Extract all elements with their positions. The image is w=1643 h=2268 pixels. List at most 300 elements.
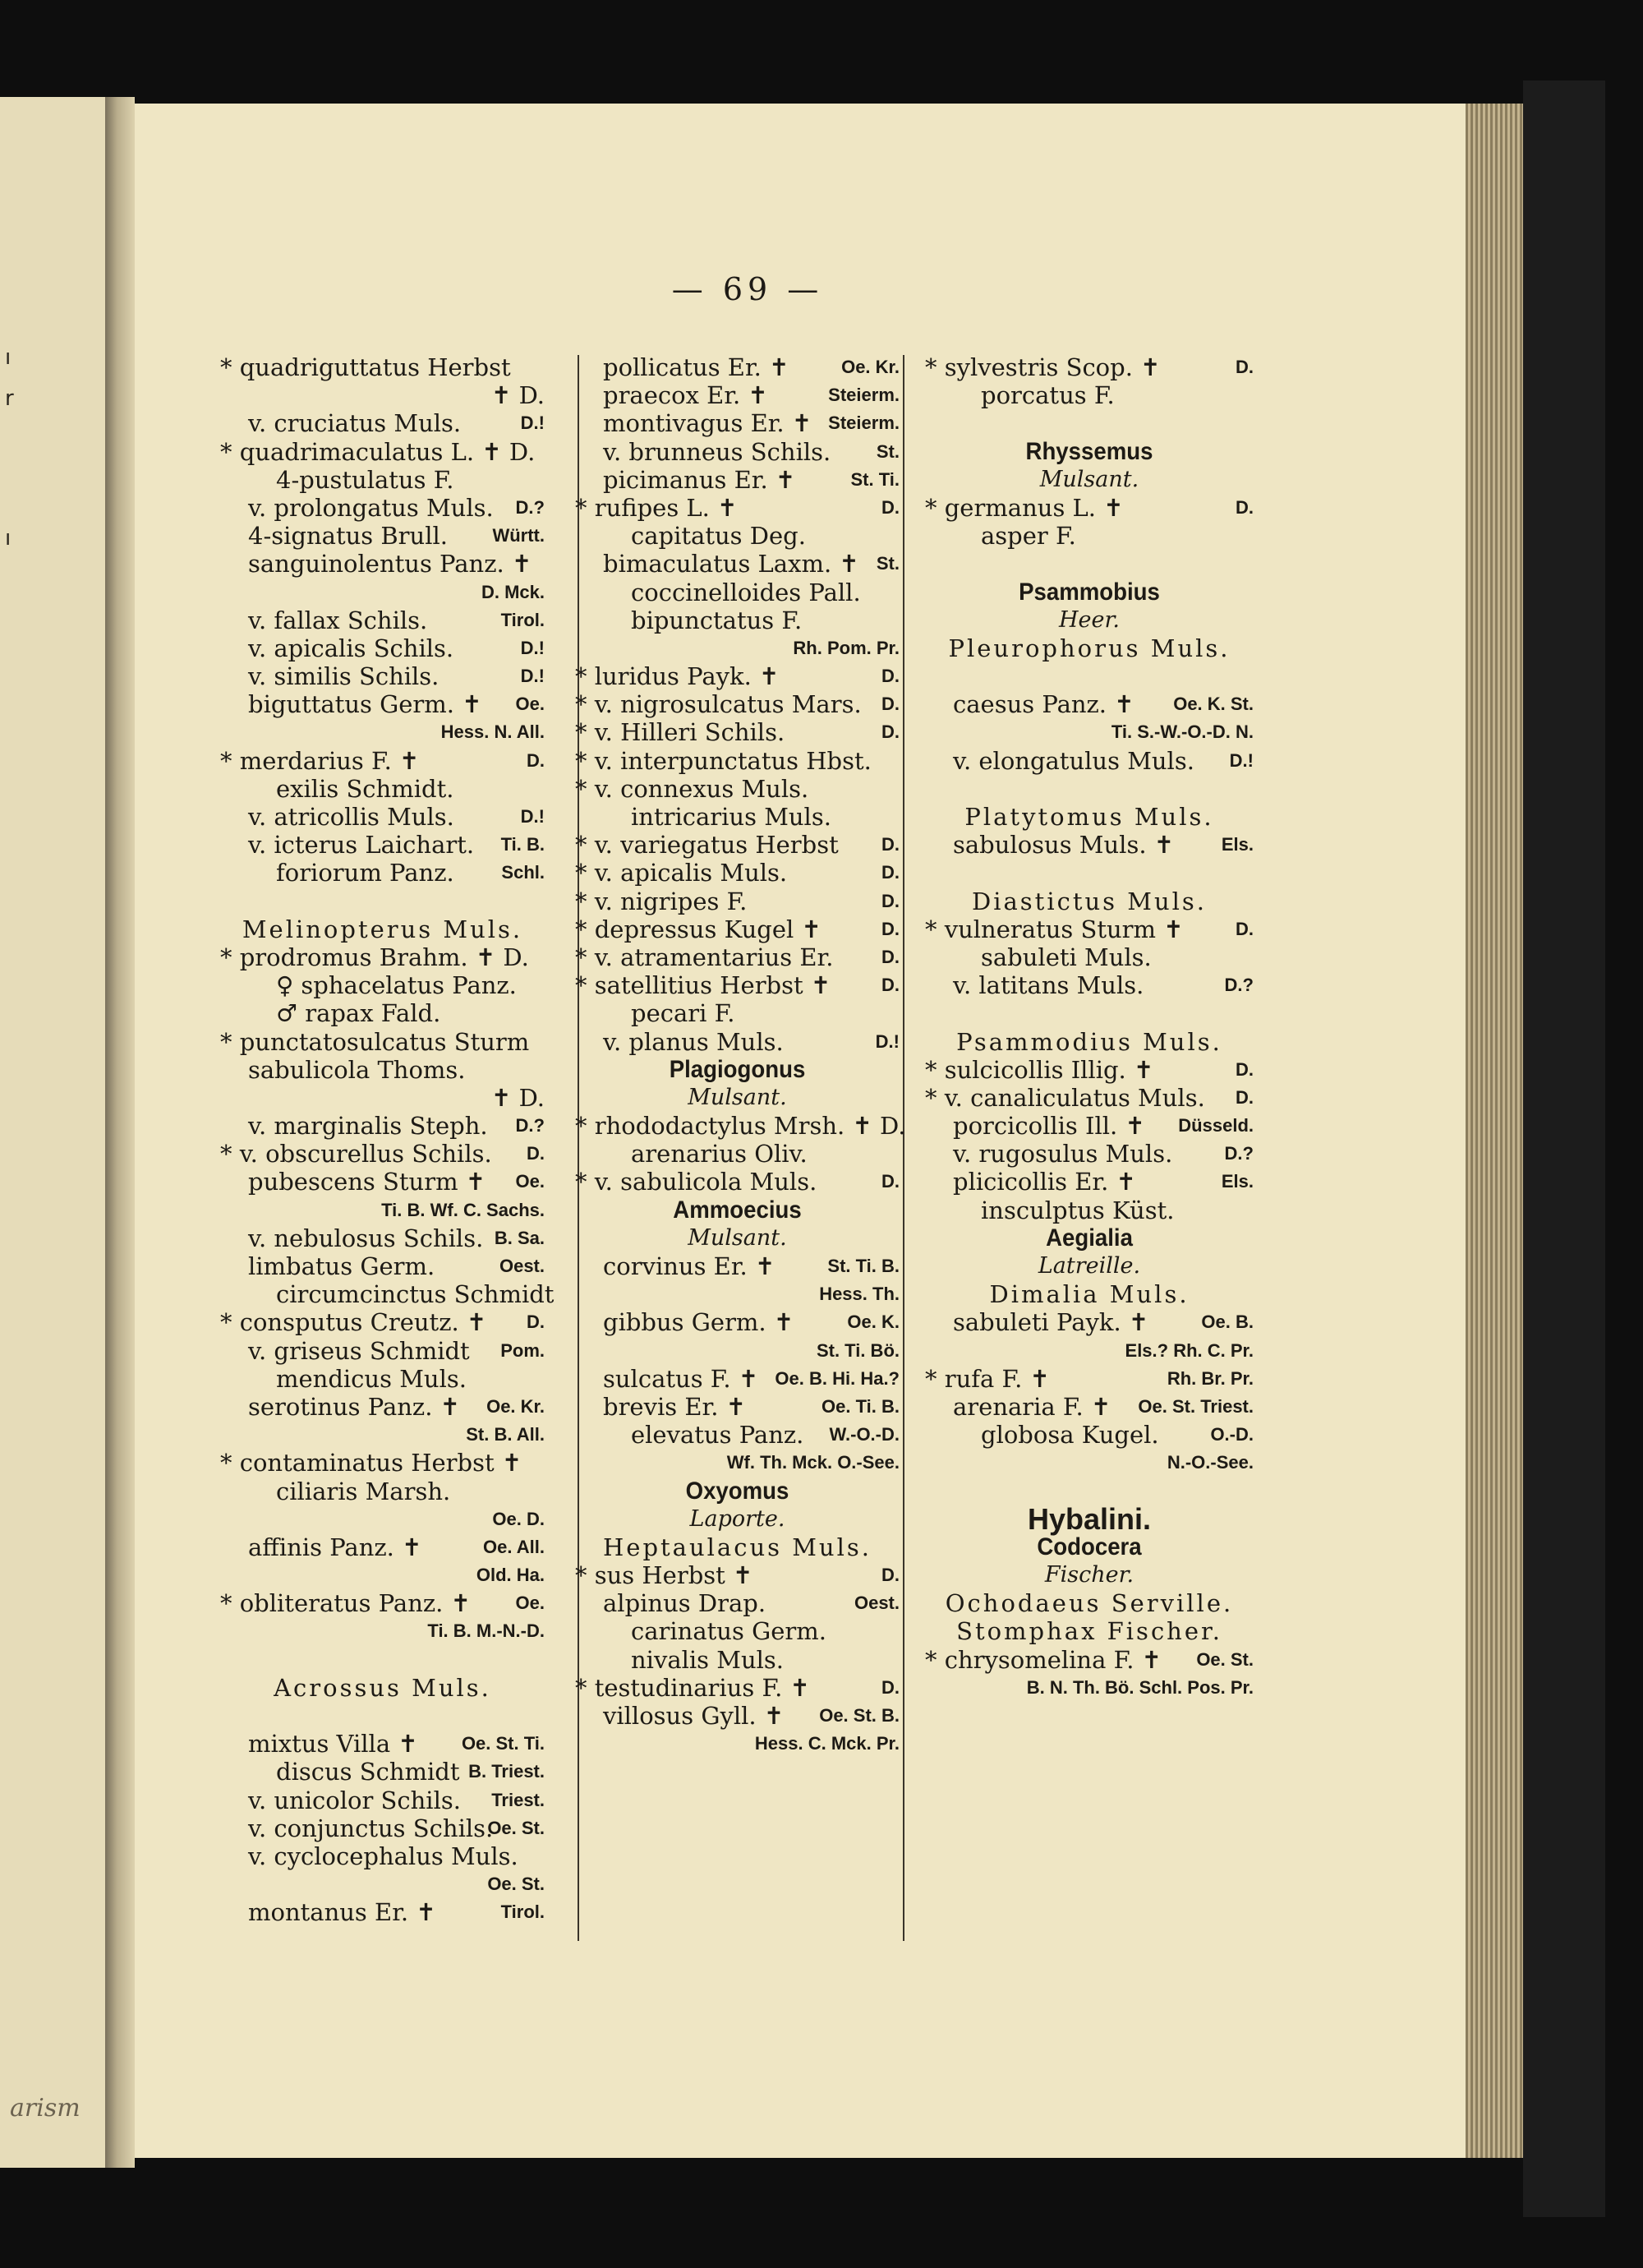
column-1 — [220, 353, 555, 1927]
line-text: v. planus Muls. — [603, 1027, 784, 1056]
line-text: * quadrimaculatus L. ✝ D. — [220, 437, 536, 466]
region-abbrev: Oe. St. Ti. — [461, 1733, 545, 1754]
species-entry — [925, 1393, 1254, 1421]
region-abbrev: D. Mck. — [481, 581, 545, 602]
tribe-heading — [925, 1501, 1254, 1536]
species-entry — [220, 1617, 545, 1645]
line-text: v. apicalis Schils. — [248, 634, 454, 662]
line-text: Heer. — [1058, 606, 1121, 633]
line-text: v. icterus Laichart. — [248, 831, 475, 860]
species-entry — [220, 747, 545, 775]
region-abbrev: Oe. D. — [492, 1508, 545, 1529]
line-text: v. conjunctus Schils. — [248, 1814, 494, 1842]
region-abbrev: Oe. — [515, 1171, 545, 1192]
line-text: Ochodaeus Serville. — [945, 1589, 1234, 1618]
line-text: corvinus Er. ✝ — [603, 1252, 775, 1280]
subgenus-heading — [220, 1674, 545, 1702]
species-entry — [220, 522, 545, 550]
region-abbrev: Württ. — [492, 525, 545, 546]
region-abbrev: Ti. B. Wf. C. Sachs. — [381, 1199, 545, 1220]
region-abbrev: D. — [881, 1676, 900, 1698]
species-entry — [575, 409, 900, 437]
region-abbrev: D. — [881, 666, 900, 687]
region-abbrev: Schl. — [501, 862, 545, 883]
line-text: * punctatosulcatus Sturm — [220, 1027, 530, 1056]
region-abbrev: B. N. Th. Bö. Schl. Pos. Pr. — [1026, 1676, 1254, 1698]
species-entry — [925, 381, 1254, 409]
region-abbrev: D.! — [1229, 749, 1254, 771]
species-entry — [925, 1449, 1254, 1477]
region-abbrev: Oe. St. — [487, 1817, 545, 1838]
species-entry — [575, 1730, 900, 1758]
genus-heading — [575, 1196, 900, 1224]
region-abbrev: Old. Ha. — [476, 1565, 545, 1586]
page-stack-edge — [1466, 104, 1523, 2158]
species-entry — [220, 1421, 545, 1449]
line-text: asper F. — [981, 522, 1076, 551]
line-text: * v. Hilleri Schils. — [575, 718, 785, 747]
region-abbrev: Oe. St. B. — [819, 1705, 900, 1726]
region-abbrev: Wf. Th. Mck. O.-See. — [726, 1452, 900, 1473]
line-text: Codocera — [1037, 1533, 1142, 1560]
region-abbrev: Oe. St. — [487, 1874, 545, 1895]
region-abbrev: D.? — [1224, 1143, 1254, 1164]
line-text: arenaria F. ✝ — [953, 1392, 1111, 1421]
line-text: ♀ sphacelatus Panz. — [276, 971, 517, 1000]
region-abbrev: D. — [881, 496, 900, 518]
region-abbrev: Hess. C. Mck. Pr. — [754, 1733, 900, 1754]
author-heading — [925, 606, 1254, 634]
region-abbrev: D. — [1236, 496, 1254, 518]
line-text: foriorum Panz. — [276, 859, 454, 887]
species-entry — [220, 606, 545, 634]
line-text: pecari F. — [631, 999, 735, 1028]
species-entry — [575, 1168, 900, 1196]
species-entry — [575, 1280, 900, 1308]
author-heading — [925, 1252, 1254, 1280]
region-abbrev: Oe. B. — [1201, 1311, 1254, 1333]
species-entry — [575, 1028, 900, 1056]
line-text: 4-pustulatus F. — [276, 465, 454, 494]
line-text: picimanus Er. ✝ — [603, 465, 796, 494]
spacer — [925, 409, 1254, 437]
species-entry — [925, 718, 1254, 746]
species-entry — [575, 1589, 900, 1617]
region-abbrev: D.! — [520, 637, 545, 658]
species-entry — [220, 1140, 545, 1168]
line-text: * chrysomelina F. ✝ — [925, 1645, 1162, 1674]
region-abbrev: D. — [527, 1311, 545, 1333]
species-entry — [575, 775, 900, 803]
line-text: serotinus Panz. ✝ — [248, 1392, 460, 1421]
line-text: v. latitans Muls. — [953, 971, 1144, 1000]
line-text: * sylvestris Scop. ✝ — [925, 353, 1161, 381]
subgenus-heading — [925, 1280, 1254, 1308]
species-entry — [575, 1140, 900, 1168]
species-entry — [925, 915, 1254, 943]
line-text: Acrossus Muls. — [274, 1673, 491, 1702]
species-entry — [220, 1449, 545, 1477]
species-entry — [220, 1477, 545, 1505]
line-text: villosus Gyll. ✝ — [603, 1702, 785, 1730]
species-entry — [925, 971, 1254, 999]
species-entry — [220, 1252, 545, 1280]
line-text: Mulsant. — [688, 1084, 787, 1110]
genus-heading — [925, 1224, 1254, 1252]
species-entry — [925, 1084, 1254, 1112]
line-text: ✝ D. — [491, 381, 545, 410]
line-text: * obliteratus Panz. ✝ — [220, 1589, 471, 1618]
species-entry — [925, 1646, 1254, 1674]
species-entry — [925, 353, 1254, 381]
line-text: Dimalia Muls. — [989, 1280, 1190, 1309]
subgenus-heading — [220, 915, 545, 943]
species-entry — [925, 1365, 1254, 1393]
species-entry — [220, 775, 545, 803]
region-abbrev: St. Ti. — [850, 468, 900, 490]
line-text: gibbus Germ. ✝ — [603, 1308, 794, 1337]
region-abbrev: St. — [876, 440, 900, 462]
line-text: * rhododactylus Mrsh. ✝ D. — [575, 1112, 906, 1141]
species-entry — [575, 999, 900, 1027]
species-entry — [925, 1337, 1254, 1365]
line-text: v. similis Schils. — [248, 662, 440, 691]
region-abbrev: Tirol. — [500, 609, 545, 630]
region-abbrev: D.! — [520, 666, 545, 687]
species-entry — [575, 1674, 900, 1702]
line-text: Rhyssemus — [1025, 437, 1153, 465]
line-text: v. elongatulus Muls. — [953, 746, 1194, 775]
species-entry — [575, 522, 900, 550]
line-text: Aegialia — [1046, 1224, 1133, 1252]
line-text: * v. sabulicola Muls. — [575, 1168, 817, 1196]
author-heading — [575, 1224, 900, 1252]
region-abbrev: D. — [881, 721, 900, 743]
species-entry — [220, 1337, 545, 1365]
line-text: carinatus Germ. — [631, 1617, 826, 1646]
subgenus-heading — [925, 887, 1254, 915]
line-text: * germanus L. ✝ — [925, 493, 1124, 522]
species-entry — [575, 579, 900, 606]
line-text: mixtus Villa ✝ — [248, 1730, 418, 1759]
line-text: plicicollis Er. ✝ — [953, 1168, 1136, 1196]
species-entry — [220, 1814, 545, 1842]
line-text: * consputus Creutz. ✝ — [220, 1308, 487, 1337]
spacer — [925, 775, 1254, 803]
species-entry — [220, 1393, 545, 1421]
line-text: * quadriguttatus Herbst — [220, 353, 511, 381]
species-entry — [575, 1365, 900, 1393]
region-abbrev: D. — [1236, 357, 1254, 377]
line-text: Mulsant. — [688, 1224, 787, 1251]
species-entry — [575, 381, 900, 409]
line-text: caesus Panz. ✝ — [953, 690, 1134, 719]
line-text: sulcatus F. ✝ — [603, 1364, 759, 1393]
species-entry — [220, 494, 545, 522]
region-abbrev: D.? — [1224, 975, 1254, 996]
line-text: montivagus Er. ✝ — [603, 409, 812, 438]
species-entry — [925, 747, 1254, 775]
region-abbrev: Ti. B. M.-N.-D. — [427, 1620, 545, 1642]
species-entry — [220, 550, 545, 578]
line-text: montanus Er. ✝ — [248, 1898, 436, 1927]
line-text: ciliaris Marsh. — [276, 1477, 451, 1505]
species-entry — [925, 943, 1254, 971]
line-text: v. brunneus Schils. — [603, 437, 831, 466]
line-text: sabulosus Muls. ✝ — [953, 831, 1175, 860]
line-text: Oxyomus — [685, 1477, 789, 1505]
region-abbrev: D. — [881, 862, 900, 883]
species-entry — [925, 1168, 1254, 1196]
region-abbrev: D. — [881, 694, 900, 715]
column-rule — [903, 355, 904, 1941]
species-entry — [575, 943, 900, 971]
species-entry — [220, 803, 545, 831]
line-text: Platytomus Muls. — [964, 803, 1214, 831]
subgenus-heading — [925, 634, 1254, 662]
species-entry — [925, 1112, 1254, 1140]
species-entry — [220, 1308, 545, 1336]
line-text: affinis Panz. ✝ — [248, 1533, 422, 1561]
region-abbrev: D. — [1236, 918, 1254, 939]
region-abbrev: Oe. Ti. B. — [822, 1395, 900, 1417]
species-entry — [220, 859, 545, 887]
line-text: * v. canaliculatus Muls. — [925, 1083, 1205, 1112]
line-text: * depressus Kugel ✝ — [575, 915, 822, 943]
spacer — [220, 887, 545, 915]
line-text: v. nebulosus Schils. — [248, 1224, 484, 1252]
species-entry — [925, 1196, 1254, 1224]
species-entry — [220, 466, 545, 494]
subgenus-heading — [925, 803, 1254, 831]
species-entry — [220, 1365, 545, 1393]
species-entry — [575, 971, 900, 999]
line-text: Melinopterus Muls. — [242, 915, 523, 943]
spacer — [925, 859, 1254, 887]
line-text: Hybalini. — [1027, 1501, 1152, 1536]
species-entry — [220, 1505, 545, 1533]
region-abbrev: D. — [881, 946, 900, 967]
line-text: alpinus Drap. — [603, 1589, 766, 1618]
left-margin-mark: ı — [5, 345, 12, 370]
region-abbrev: D. — [881, 834, 900, 855]
line-text: * v. nigripes F. — [575, 887, 748, 915]
line-text: * v. nigrosulcatus Mars. — [575, 690, 862, 719]
genus-heading — [925, 579, 1254, 606]
column-2 — [575, 353, 906, 1758]
line-text: mendicus Muls. — [276, 1364, 467, 1393]
line-text: * rufa F. ✝ — [925, 1364, 1050, 1393]
line-text: intricarius Muls. — [631, 803, 831, 831]
line-text: * v. obscurellus Schils. — [220, 1140, 492, 1169]
region-abbrev: D. — [1236, 1086, 1254, 1108]
species-entry — [220, 999, 545, 1027]
line-text: * sulcicollis Illig. ✝ — [925, 1055, 1154, 1084]
region-abbrev: Oest. — [499, 1256, 545, 1276]
line-text: pollicatus Er. ✝ — [603, 353, 789, 381]
line-text: Psammodius Muls. — [956, 1027, 1222, 1056]
species-entry — [575, 1617, 900, 1645]
species-entry — [220, 1168, 545, 1196]
line-text: exilis Schmidt. — [276, 774, 454, 803]
species-entry — [575, 747, 900, 775]
species-entry — [575, 1449, 900, 1477]
spacer — [925, 1477, 1254, 1505]
line-text: * luridus Payk. ✝ — [575, 662, 780, 691]
spacer — [220, 1646, 545, 1674]
line-text: porcicollis Ill. ✝ — [953, 1112, 1145, 1141]
species-entry — [220, 971, 545, 999]
line-text: Psammobius — [1019, 578, 1160, 606]
book-gutter — [105, 97, 135, 2168]
species-entry — [220, 1786, 545, 1814]
line-text: biguttatus Germ. ✝ — [248, 690, 482, 719]
species-entry — [220, 662, 545, 690]
line-text: v. cruciatus Muls. — [248, 409, 462, 438]
line-text: sabulicola Thoms. — [248, 1055, 466, 1084]
species-entry — [575, 831, 900, 859]
species-entry — [575, 1421, 900, 1449]
line-text: * v. apicalis Muls. — [575, 859, 788, 887]
region-abbrev: Rh. Pom. Pr. — [793, 637, 900, 658]
species-entry — [220, 1533, 545, 1561]
line-text: pubescens Sturm ✝ — [248, 1168, 486, 1196]
line-text: v. unicolor Schils. — [248, 1786, 461, 1814]
spacer — [925, 550, 1254, 578]
region-abbrev: Els.? Rh. C. Pr. — [1125, 1339, 1254, 1361]
region-abbrev: Ti. S.-W.-O.-D. N. — [1111, 721, 1254, 743]
species-entry — [220, 1112, 545, 1140]
subgenus-heading — [925, 1617, 1254, 1645]
species-entry — [575, 1561, 900, 1589]
species-entry — [220, 1196, 545, 1224]
species-entry — [575, 494, 900, 522]
species-entry — [220, 353, 545, 381]
region-abbrev: Oe. Kr. — [841, 357, 900, 377]
book-cover-edge — [1523, 81, 1605, 2217]
line-text: globosa Kugel. — [981, 1421, 1159, 1450]
species-entry — [220, 1842, 545, 1870]
region-abbrev: D.? — [515, 496, 545, 518]
region-abbrev: Hess. N. All. — [440, 721, 545, 743]
region-abbrev: O.-D. — [1210, 1424, 1254, 1445]
species-entry — [925, 1056, 1254, 1084]
column-3 — [925, 353, 1254, 1702]
line-text: sabuleti Muls. — [981, 943, 1152, 971]
species-entry — [575, 859, 900, 887]
species-entry — [925, 1308, 1254, 1336]
region-abbrev: Oe. — [515, 1593, 545, 1614]
genus-heading — [575, 1477, 900, 1505]
spacer — [925, 662, 1254, 690]
line-text: Ammoecius — [673, 1196, 802, 1224]
species-entry — [575, 690, 900, 718]
region-abbrev: Oe. K. — [847, 1311, 900, 1333]
species-entry — [925, 1421, 1254, 1449]
line-text: v. griseus Schmidt — [248, 1336, 470, 1365]
species-entry — [575, 634, 900, 662]
species-entry — [925, 522, 1254, 550]
spacer — [220, 1702, 545, 1730]
species-entry — [220, 381, 545, 409]
region-abbrev: Steierm. — [828, 385, 900, 406]
line-text: discus Schmidt — [276, 1758, 460, 1786]
species-entry — [575, 550, 900, 578]
line-text: v. marginalis Steph. — [248, 1112, 488, 1141]
species-entry — [220, 1758, 545, 1786]
line-text: * testudinarius F. ✝ — [575, 1673, 810, 1702]
region-abbrev: D. — [881, 890, 900, 911]
region-abbrev: Oe. — [515, 694, 545, 715]
species-entry — [575, 1337, 900, 1365]
species-entry — [220, 1084, 545, 1112]
line-text: Fischer. — [1044, 1562, 1134, 1588]
line-text: Pleurophorus Muls. — [948, 634, 1231, 662]
region-abbrev: D.? — [515, 1115, 545, 1136]
species-entry — [575, 438, 900, 466]
species-entry — [220, 831, 545, 859]
line-text: Mulsant. — [1039, 466, 1139, 492]
species-entry — [575, 718, 900, 746]
line-text: * v. interpunctatus Hbst. — [575, 746, 872, 775]
species-entry — [925, 690, 1254, 718]
species-entry — [220, 1056, 545, 1084]
species-entry — [575, 1112, 906, 1141]
author-heading — [925, 466, 1254, 494]
region-abbrev: D. — [527, 749, 545, 771]
line-text: bipunctatus F. — [631, 606, 803, 634]
line-text: * contaminatus Herbst ✝ — [220, 1449, 522, 1477]
region-abbrev: D.! — [520, 806, 545, 827]
line-text: * prodromus Brahm. ✝ D. — [220, 943, 529, 971]
genus-heading — [575, 1056, 900, 1084]
region-abbrev: Hess. Th. — [819, 1284, 900, 1305]
region-abbrev: D. — [881, 975, 900, 996]
line-text: v. rugosulus Muls. — [953, 1140, 1173, 1169]
species-entry — [220, 690, 545, 718]
line-text: Stomphax Fischer. — [956, 1617, 1222, 1646]
line-text: insculptus Küst. — [981, 1196, 1175, 1224]
species-entry — [220, 1589, 545, 1617]
region-abbrev: Oe. All. — [483, 1536, 545, 1557]
species-entry — [220, 1561, 545, 1589]
region-abbrev: D. — [881, 1565, 900, 1586]
line-text: Plagiogonus — [669, 1055, 806, 1083]
line-text: * vulneratus Sturm ✝ — [925, 915, 1184, 943]
line-text: * v. variegatus Herbst — [575, 831, 839, 860]
region-abbrev: D.! — [875, 1030, 900, 1052]
line-text: capitatus Deg. — [631, 522, 806, 551]
region-abbrev: Triest. — [491, 1789, 545, 1810]
region-abbrev: Els. — [1221, 1171, 1254, 1192]
region-abbrev: Oe. K. St. — [1173, 694, 1254, 715]
line-text: Latreille. — [1038, 1253, 1141, 1279]
line-text: bimaculatus Laxm. ✝ — [603, 550, 859, 579]
region-abbrev: D.! — [520, 413, 545, 434]
species-entry — [220, 409, 545, 437]
region-abbrev: Düsseld. — [1178, 1115, 1254, 1136]
line-text: limbatus Germ. — [248, 1252, 435, 1280]
region-abbrev: D. — [881, 1171, 900, 1192]
region-abbrev: Pom. — [500, 1339, 545, 1361]
author-heading — [575, 1505, 900, 1533]
line-text: ♂ rapax Fald. — [276, 999, 441, 1028]
region-abbrev: St. Ti. B. — [827, 1256, 900, 1276]
species-entry — [220, 943, 545, 971]
region-abbrev: B. Sa. — [494, 1227, 545, 1248]
left-margin-mark: ı — [5, 526, 12, 551]
line-text: elevatus Panz. — [631, 1421, 804, 1450]
